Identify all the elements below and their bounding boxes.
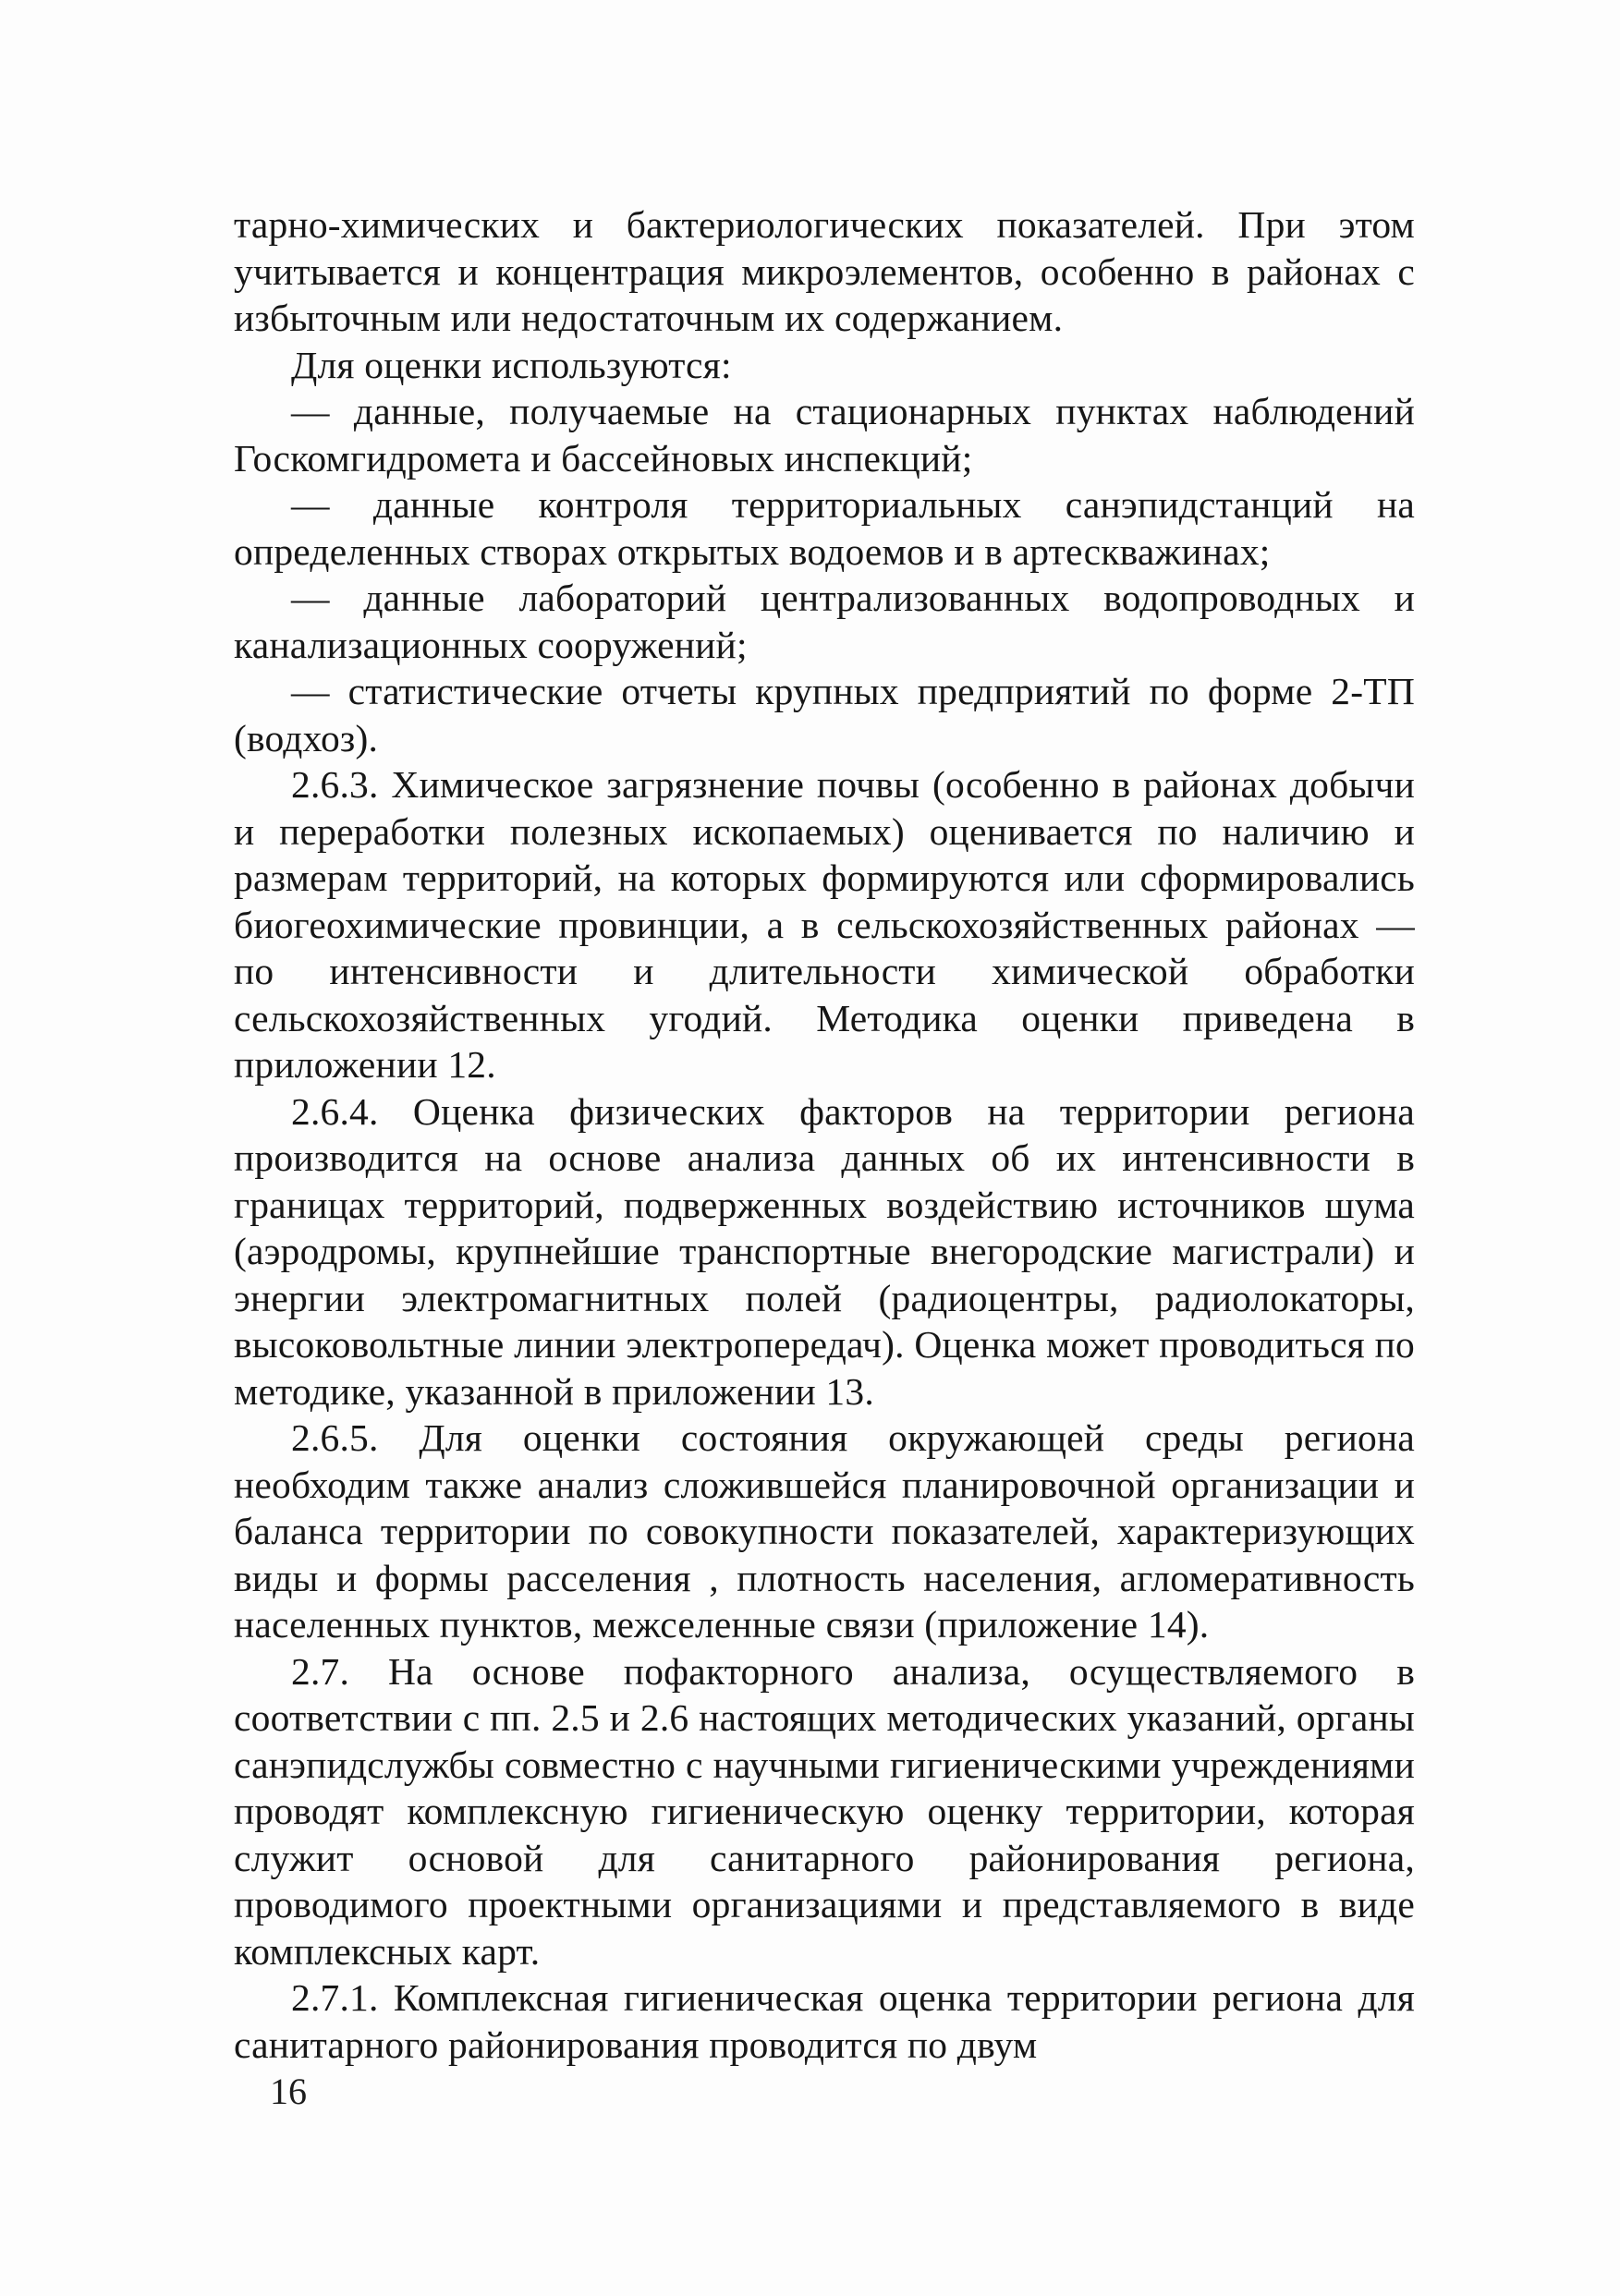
section-2-7-1: 2.7.1. Комплексная гигиеническая оценка территории региона для санитарного районирования проводится по двум (234, 1976, 1415, 2066)
body-text (234, 201, 1415, 2068)
list-item-laboratories: — данные лабораторий централизованных водопроводных и канализационных сооружений; (234, 577, 1415, 666)
section-2-7: 2.7. На основе пофакторного анализа, осуществляемого в соответствии с пп. 2.5 и 2.6 настоящих методических указаний, органы санэпидслужбы совместно с научными гигиеническими учреждениями проводят комплексную гигиеническую оценку территории, которая служит основой для санитарного районирования региона, проводимого проектными организациями и представляемого в виде комплексных карт. (234, 1649, 1415, 1973)
paragraph-sources-intro: Для оценки используются: (291, 343, 732, 386)
list-item-sanepid: — данные контроля территориальных санэпидстанций на определенных створах открытых водоемов и в артескважинах; (234, 483, 1415, 573)
section-2-6-4: 2.6.4. Оценка физических факторов на территории региона производится на основе анализа данных об их интенсивности в границах территорий, подверженных воздействию источников шума (аэродромы, крупнейшие транспортные внегородские магистрали) и энергии электромагнитных полей (радиоцентры, радиолокаторы, высоковольтные линии электропередач). Оценка может проводиться по методике, указанной в приложении 13. (234, 1089, 1415, 1413)
section-2-6-3: 2.6.3. Химическое загрязнение почвы (особенно в районах добычи и переработки полезных ископаемых) оценивается по наличию и размерам территорий, на которых формируются или сформировались биогеохимические провинции, а в сельскохозяйственных районах — по интенсивности и длительности химической обработки сельскохозяйственных угодий. Методика оценки приведена в приложении 12. (234, 763, 1415, 1086)
list-item-statistics: — статистические отчеты крупных предприятий по форме 2-ТП (водхоз). (234, 670, 1415, 759)
section-2-6-5: 2.6.5. Для оценки состояния окружающей среды региона необходим также анализ сложившейся планировочной организации и баланса территории по совокупности показателей, характеризующих виды и формы расселения , плотность населения, агломеративность населенных пунктов, межселенные связи (приложение 14). (234, 1416, 1415, 1646)
list-item-goskomgidromet: — данные, получаемые на стационарных пунктах наблюдений Госкомгидромета и бассейновых инспекций; (234, 390, 1415, 480)
page-number: 16 (270, 2071, 307, 2112)
paragraph-continuation: тарно-химических и бактериологических показателей. При этом учитывается и концентрация микроэлементов, особенно в районах с избыточным или недостаточным их содержанием. (234, 203, 1415, 339)
